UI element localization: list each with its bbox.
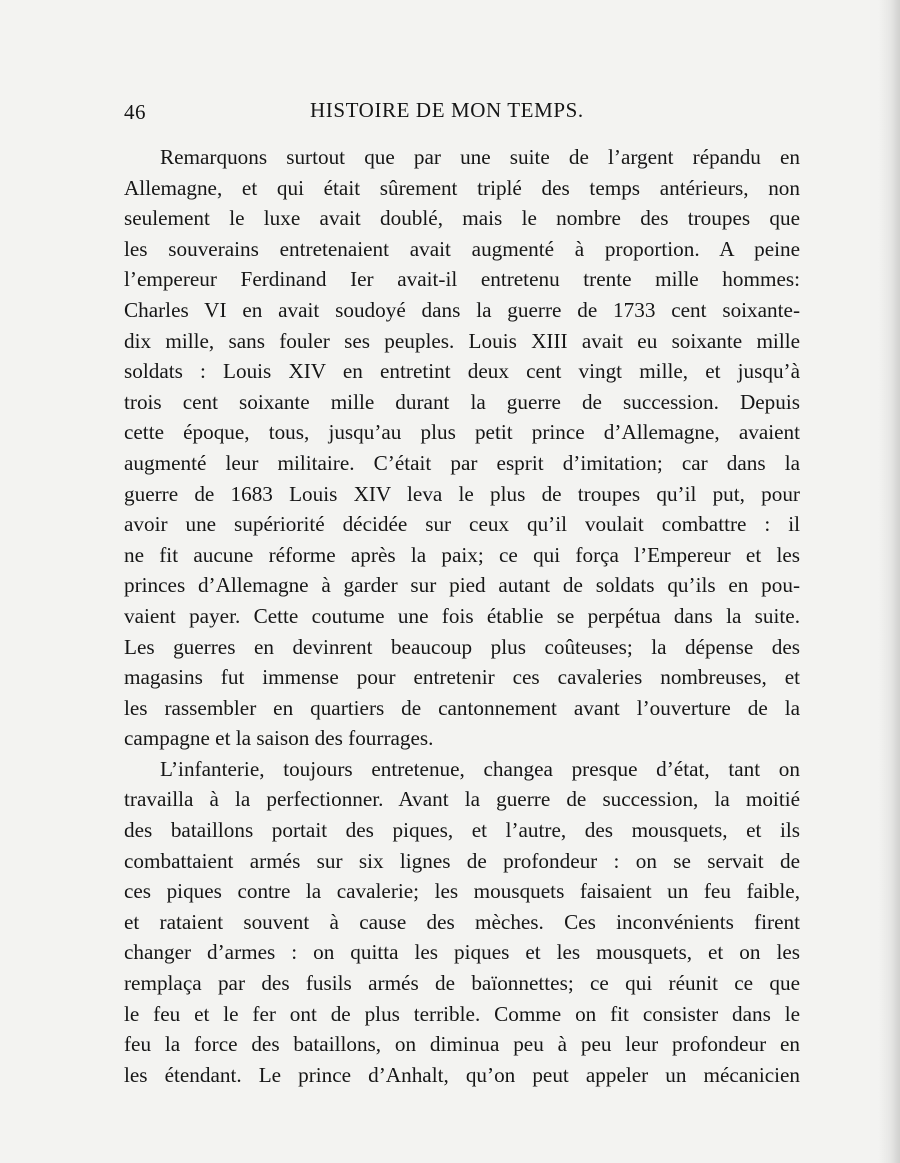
text-line: campagne et la saison des fourrages. <box>124 726 434 751</box>
text-line: travailla à la perfectionner. Avant la guerre de succession, la moitié <box>124 787 800 812</box>
text-line: des bataillons portait des piques, et l’autre, des mousquets, et ils <box>124 818 800 843</box>
text-line: les rassembler en quartiers de cantonnement avant l’ouverture de la <box>124 695 800 720</box>
text-line: soldats : Louis XIV en entretint deux cent vingt mille, et jusqu’à <box>124 359 800 384</box>
text-line: et rataient souvent à cause des mèches. Ces inconvénients firent <box>124 909 800 934</box>
text-line: le feu et le fer ont de plus terrible. Comme on fit consister dans le <box>124 1001 800 1026</box>
text-line: avoir une supériorité décidée sur ceux qu’il voulait combattre : il <box>124 512 800 537</box>
text-line: magasins fut immense pour entretenir ces cavaleries nombreuses, et <box>124 665 800 690</box>
text-line: seulement le luxe avait doublé, mais le nombre des troupes que <box>124 206 800 231</box>
text-line: dix mille, sans fouler ses peuples. Louis XIII avait eu soixante mille <box>124 328 800 353</box>
text-line: feu la force des bataillons, on diminua peu à peu leur profondeur en <box>124 1032 800 1057</box>
text-line: ces piques contre la cavalerie; les mousquets faisaient un feu faible, <box>124 879 800 904</box>
text-line: les étendant. Le prince d’Anhalt, qu’on peut appeler un mécanicien <box>124 1062 800 1087</box>
page-header <box>124 96 800 132</box>
body-text <box>124 142 800 1090</box>
text-line: cette époque, tous, jusqu’au plus petit prince d’Allemagne, avaient <box>124 420 800 445</box>
text-line: Charles VI en avait soudoyé dans la guerre de 1733 cent soixante- <box>124 297 800 322</box>
text-line: l’empereur Ferdinand Ier avait-il entretenu trente mille hommes: <box>124 267 800 292</box>
text-line: augmenté leur militaire. C’était par esprit d’imitation; car dans la <box>124 450 800 475</box>
page-edge-shadow <box>878 0 900 1163</box>
text-line: princes d’Allemagne à garder sur pied autant de soldats qu’ils en pou- <box>124 573 800 598</box>
text-line: Les guerres en devinrent beaucoup plus coûteuses; la dépense des <box>124 634 800 659</box>
text-line: ne fit aucune réforme après la paix; ce qui força l’Empereur et les <box>124 542 800 567</box>
text-line: vaient payer. Cette coutume une fois établie se perpétua dans la suite. <box>124 603 800 628</box>
page-number: 46 <box>124 100 146 124</box>
text-line: Allemagne, et qui était sûrement triplé des temps antérieurs, non <box>124 175 800 200</box>
text-line: remplaça par des fusils armés de baïonnettes; ce qui réunit ce que <box>124 971 800 996</box>
text-line: L’infanterie, toujours entretenue, changea presque d’état, tant on <box>160 756 800 781</box>
running-title: HISTOIRE DE MON TEMPS. <box>310 98 584 122</box>
text-line: trois cent soixante mille durant la guerre de succession. Depuis <box>124 389 800 414</box>
text-line: changer d’armes : on quitta les piques et les mousquets, et on les <box>124 940 800 965</box>
text-line: combattaient armés sur six lignes de profondeur : on se servait de <box>124 848 800 873</box>
text-line: Remarquons surtout que par une suite de l’argent répandu en <box>160 145 800 169</box>
text-line: guerre de 1683 Louis XIV leva le plus de troupes qu’il put, pour <box>124 481 800 506</box>
text-line: les souverains entretenaient avait augmenté à proportion. A peine <box>124 236 800 261</box>
